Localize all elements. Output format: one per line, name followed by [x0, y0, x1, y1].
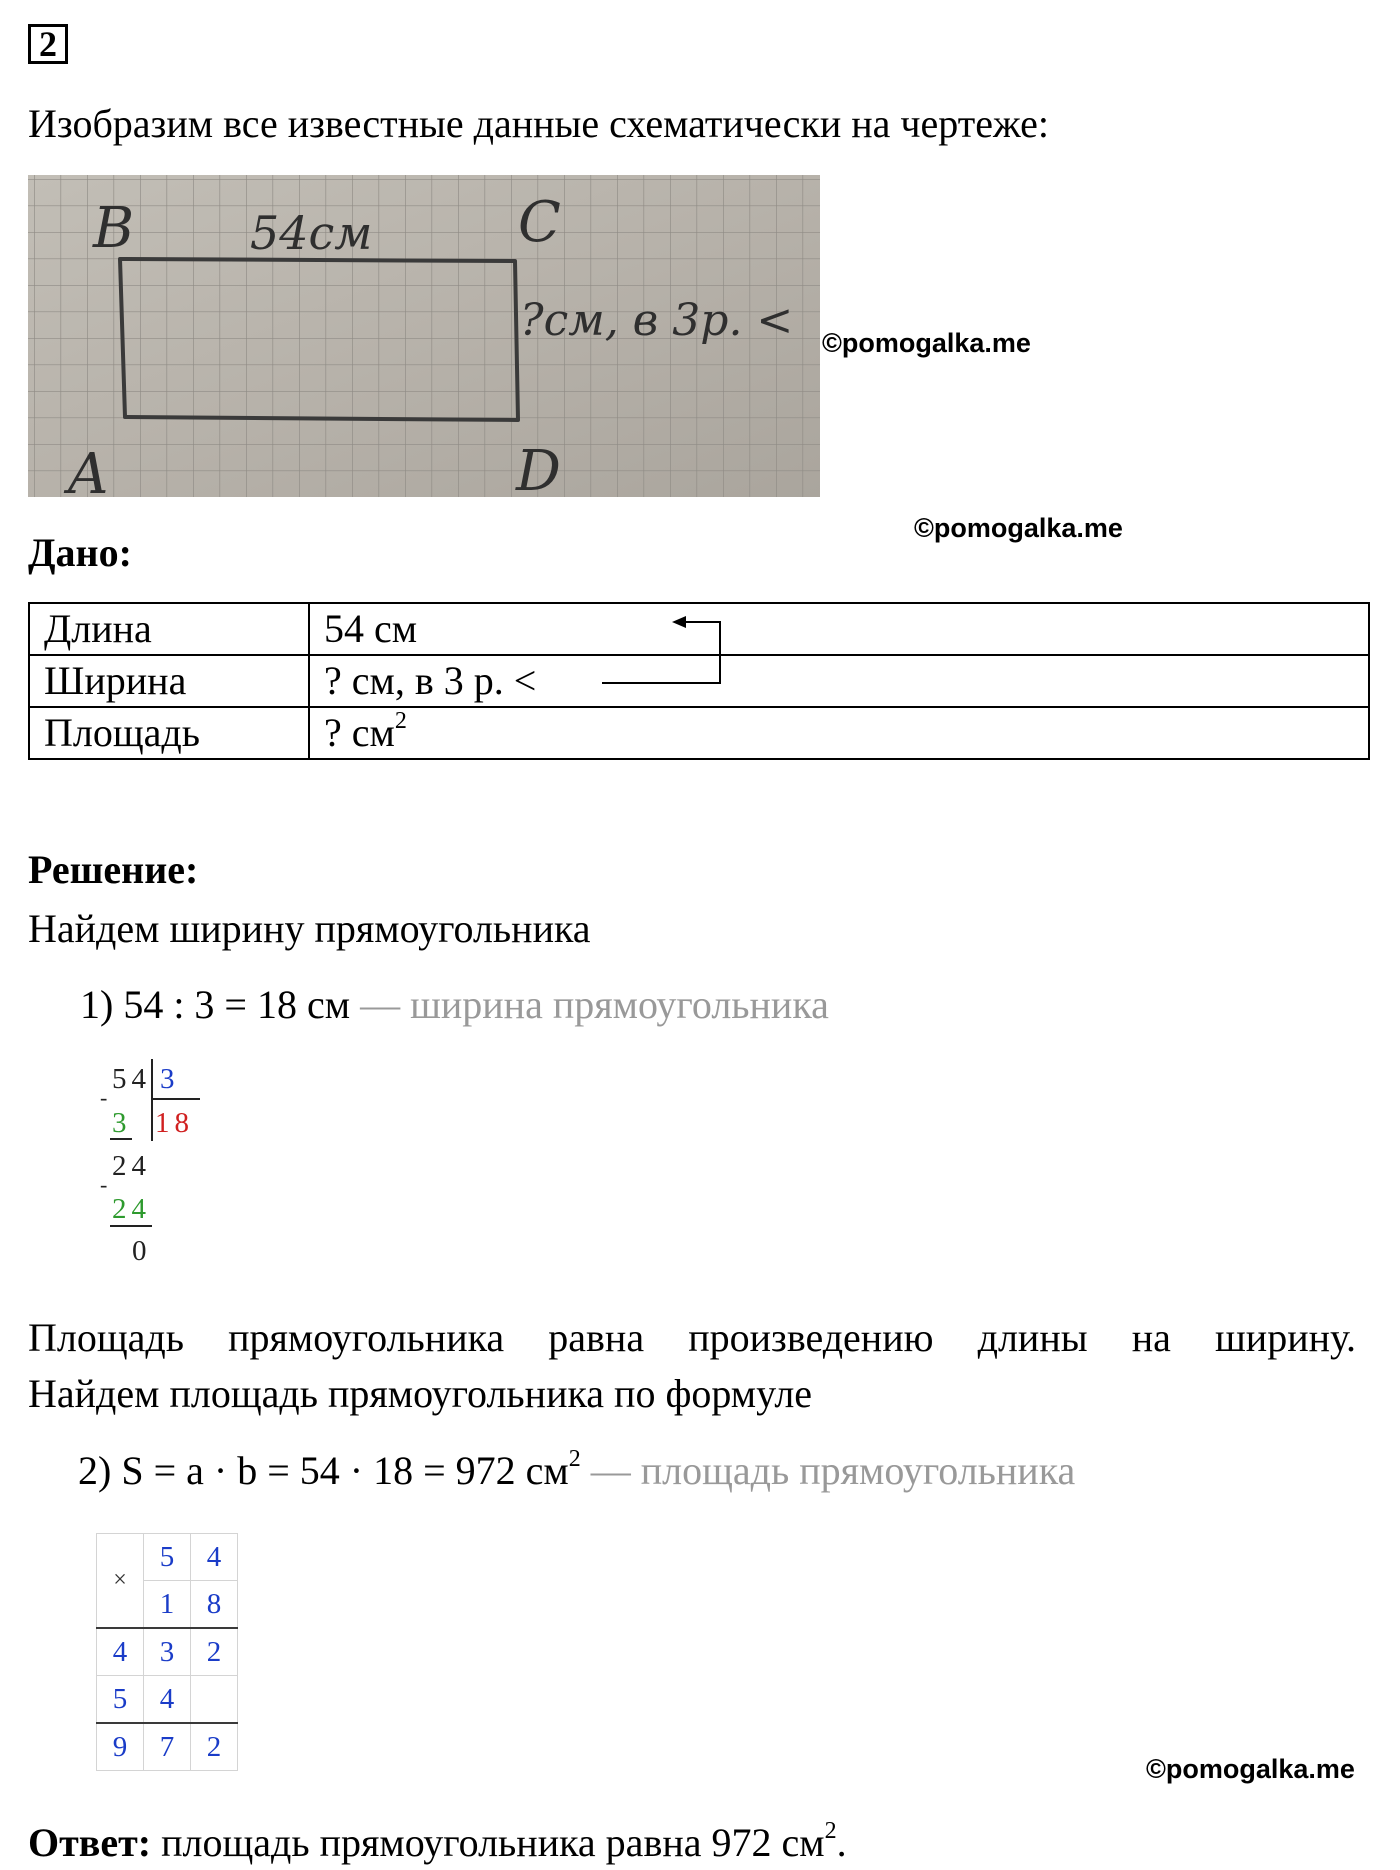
- grid-cell: 1: [144, 1581, 191, 1629]
- division-subtrahend-2: 24: [112, 1193, 151, 1225]
- step2-note: — площадь прямоугольника: [590, 1448, 1076, 1493]
- grid-cell: 9: [97, 1723, 144, 1771]
- given-value: ? $см^2$: [309, 707, 1369, 759]
- area-method-text: Найдем площадь прямоугольника по формуле: [28, 1371, 813, 1416]
- table-row: [97, 1628, 238, 1676]
- given-label: Площадь: [29, 707, 309, 759]
- division-dividend: 54: [112, 1063, 151, 1095]
- task-number: 2: [28, 24, 68, 64]
- grid-cell: [191, 1676, 238, 1724]
- vertex-a: A: [68, 442, 109, 497]
- grid-cell: 4: [144, 1676, 191, 1724]
- right-side-label: ?см, в 3р. <: [520, 295, 794, 346]
- step2-expression: 2) S = a · b = 54 · 18 = 972 см: [78, 1448, 569, 1493]
- grid-cell: 5: [97, 1676, 144, 1724]
- intro-text: Изобразим все известные данные схематически на чертеже:: [28, 101, 1049, 146]
- answer-label: Ответ:: [28, 1820, 152, 1865]
- given-label: Длина: [29, 603, 309, 655]
- rectangle-drawing: [28, 175, 820, 497]
- grid-cell: 5: [144, 1534, 191, 1581]
- solution-heading: Решение:: [28, 847, 199, 892]
- arrow-head-icon: [672, 616, 686, 628]
- vertex-c: C: [518, 190, 561, 255]
- answer: Ответ: площадь прямоугольника равна 972 $см^2$.: [28, 1818, 847, 1865]
- division-remainder-1: 24: [112, 1150, 151, 1182]
- long-division: [100, 1055, 220, 1265]
- minus-sign: -: [100, 1085, 108, 1110]
- given-label: Ширина: [29, 655, 309, 707]
- step1-expression: 1) 54 : 3 = 18 см: [80, 982, 351, 1027]
- minus-sign: -: [100, 1172, 108, 1197]
- area-rule-text: Площадь прямоугольника равна произведению длины на ширину.: [28, 1315, 1356, 1360]
- division-remainder-2: 0: [132, 1235, 147, 1265]
- grid-cell: 3: [144, 1628, 191, 1676]
- grid-cell: 2: [191, 1628, 238, 1676]
- grid-cell: 8: [191, 1581, 238, 1629]
- vertex-b: B: [93, 196, 135, 261]
- watermark-1: ©pomogalka.me: [822, 328, 1031, 358]
- given-heading: Дано:: [28, 530, 132, 575]
- grid-cell: 4: [97, 1628, 144, 1676]
- division-quotient: 18: [155, 1107, 194, 1139]
- watermark-3: ©pomogalka.me: [1146, 1754, 1355, 1784]
- grid-cell: 2: [191, 1723, 238, 1771]
- answer-text: площадь прямоугольника равна 972 см: [161, 1820, 825, 1865]
- division-subtrahend-1: 3: [112, 1107, 127, 1139]
- grid-cell: 4: [191, 1534, 238, 1581]
- table-row: [97, 1723, 238, 1771]
- top-side-label: 54см: [250, 206, 373, 260]
- given-value: ? см, в 3 р. <: [309, 655, 1369, 707]
- table-row: [97, 1534, 238, 1581]
- step1-note: — ширина прямоугольника: [360, 982, 829, 1027]
- table-row: [97, 1676, 238, 1724]
- step1: [80, 983, 829, 1027]
- solution-step-intro: Найдем ширину прямоугольника: [28, 906, 591, 951]
- relation-arrow: [590, 610, 730, 690]
- multiply-sign: ×: [97, 1534, 144, 1629]
- table-row: [29, 707, 1369, 759]
- multiplication-grid: [96, 1533, 238, 1771]
- division-divisor: 3: [160, 1063, 175, 1095]
- vertex-d: D: [516, 439, 561, 497]
- step2: 2) S = a · b = 54 · 18 = 972 $см^2$ — площадь прямоугольника: [78, 1446, 1076, 1493]
- watermark-2: ©pomogalka.me: [914, 513, 1123, 543]
- grid-cell: 7: [144, 1723, 191, 1771]
- given-value: 54 см: [309, 603, 1369, 655]
